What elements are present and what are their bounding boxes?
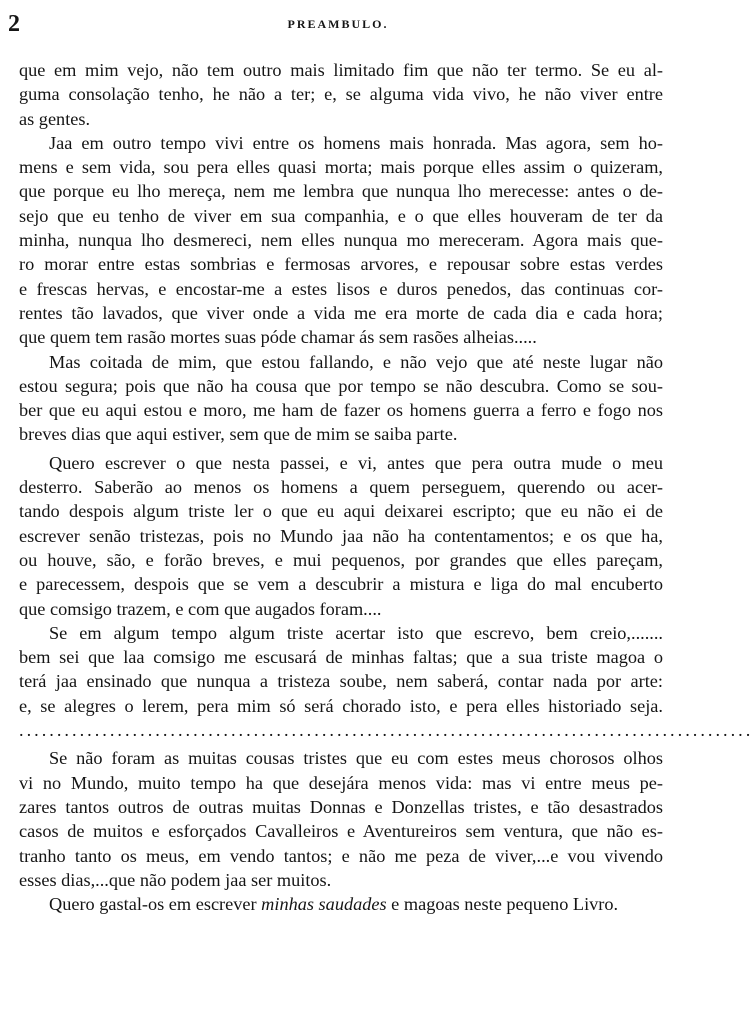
body-text — [19, 58, 753, 916]
running-head: PREAMBULO. — [287, 17, 389, 31]
emphasis-text: minhas saudades — [261, 894, 387, 915]
text-line: vi no Mundo, muito tempo ha que desejára menos vida: mas vi entre meus pe- — [19, 772, 663, 793]
text-line: breves dias que aqui estiver, sem que de mim se saiba parte. — [19, 424, 458, 445]
text-line: estou segura; pois que não ha cousa que por tempo se não descubra. Como se sou- — [19, 375, 663, 396]
text-line: e parecessem, despois que se vem a descubrir a mistura e liga do mal encuberto — [19, 574, 663, 595]
text-run: e magoas neste pequeno Livro. — [386, 894, 619, 915]
paragraph-7 — [19, 892, 663, 916]
text-line: terá jaa ensinado que nunqua a tristeza soube, nem saberá, contar nada por arte: — [19, 671, 663, 692]
text-line: guma consolação tenho, he não a ter; e, se alguma vida vivo, he não viver entre — [19, 84, 663, 105]
text-line: Mas coitada de mim, que estou fallando, e não vejo que até neste lugar não — [49, 351, 663, 372]
text-line: Se não foram as muitas cousas tristes que eu com estes meus chorosos olhos — [49, 748, 663, 769]
paragraph-5 — [19, 621, 753, 742]
text-line: ber que eu aqui estou e moro, me ham de fazer os homens guerra a ferro e fogo nos — [19, 400, 663, 421]
text-line: ro morar entre estas sombrias e fermosas arvores, e repousar sobre estas verdes — [19, 254, 663, 275]
text-line: ou houve, são, e forão breves, e mui pequenos, por grandes que elles pareçam, — [19, 549, 663, 570]
text-line: mens e sem vida, sou pera elles quasi morta; mais porque elles assim o quizeram, — [19, 157, 663, 178]
paragraph-1 — [19, 58, 663, 131]
paragraph-6 — [19, 746, 663, 892]
text-line: e, se alegres o lerem, pera mim só será chorado isto, e pera elles historiado seja. — [19, 695, 663, 716]
text-line: que quem tem rasão mortes suas póde chamar ás sem rasões alheias..... — [19, 327, 537, 348]
text-line: zares tantos outros de outras muitas Donnas e Donzellas tristes, e tão desastrados — [19, 796, 663, 817]
text-line: Jaa em outro tempo vivi entre os homens mais honrada. Mas agora, sem ho- — [49, 132, 663, 153]
text-line — [19, 892, 663, 916]
page-number: 2 — [8, 11, 20, 37]
text-line: casos de muitos e esforçados Cavalleiros e Aventureiros sem ventura, que não es- — [19, 821, 663, 842]
text-line: bem sei que laa comsigo me escusará de minhas faltas; que a sua triste magoa o — [19, 647, 663, 668]
text-line: que porque eu lho mereça, nem me lembra que nunqua lho merecesse: antes o de- — [19, 181, 663, 202]
paragraph-2 — [19, 131, 663, 350]
text-line: rentes tão lavados, que viver onde a vida me era morte de cada dia e cada hora; — [19, 302, 663, 323]
text-line: desterro. Saberão ao menos os homens a quem perseguem, querendo ou acer- — [19, 477, 663, 498]
text-line: sejo que eu tenho de viver em sua companhia, e o que elles houveram de ter da — [19, 205, 663, 226]
text-line: tranho tanto os meus, em vendo tantos; e não me peza de viver,...e vou vivendo — [19, 845, 663, 866]
paragraph-3 — [19, 350, 663, 447]
text-line: as gentes. — [19, 108, 91, 129]
text-line: escrever senão tristezas, pois no Mundo jaa não ha contentamentos; e os que ha, — [19, 525, 663, 546]
text-line: tando despois algum triste ler o que eu aqui deixarei escripto; que eu não ei de — [19, 501, 663, 522]
paragraph-4 — [19, 451, 663, 621]
text-line: que em mim vejo, não tem outro mais limitado fim que não ter termo. Se eu al- — [19, 60, 663, 80]
text-run: Quero gastal-os em escrever — [49, 894, 262, 915]
text-line: Quero escrever o que nesta passei, e vi, antes que pera outra mude o meu — [49, 452, 663, 473]
text-line: Se em algum tempo algum triste acertar isto que escrevo, bem creio,....... — [49, 622, 663, 643]
text-line: que comsigo trazem, e com que augados foram.... — [19, 598, 382, 619]
text-line: minha, nunqua lho desmereci, nem elles nunqua mo mereceram. Agora mais que- — [19, 230, 663, 251]
text-line: e frescas hervas, e encostar-me a estes lisos e duros penedos, das continuas cor- — [19, 278, 663, 299]
text-line: esses dias,...que não podem jaa ser muitos. — [19, 869, 332, 890]
ellipsis-rule: ................................................................................................. — [19, 720, 753, 741]
